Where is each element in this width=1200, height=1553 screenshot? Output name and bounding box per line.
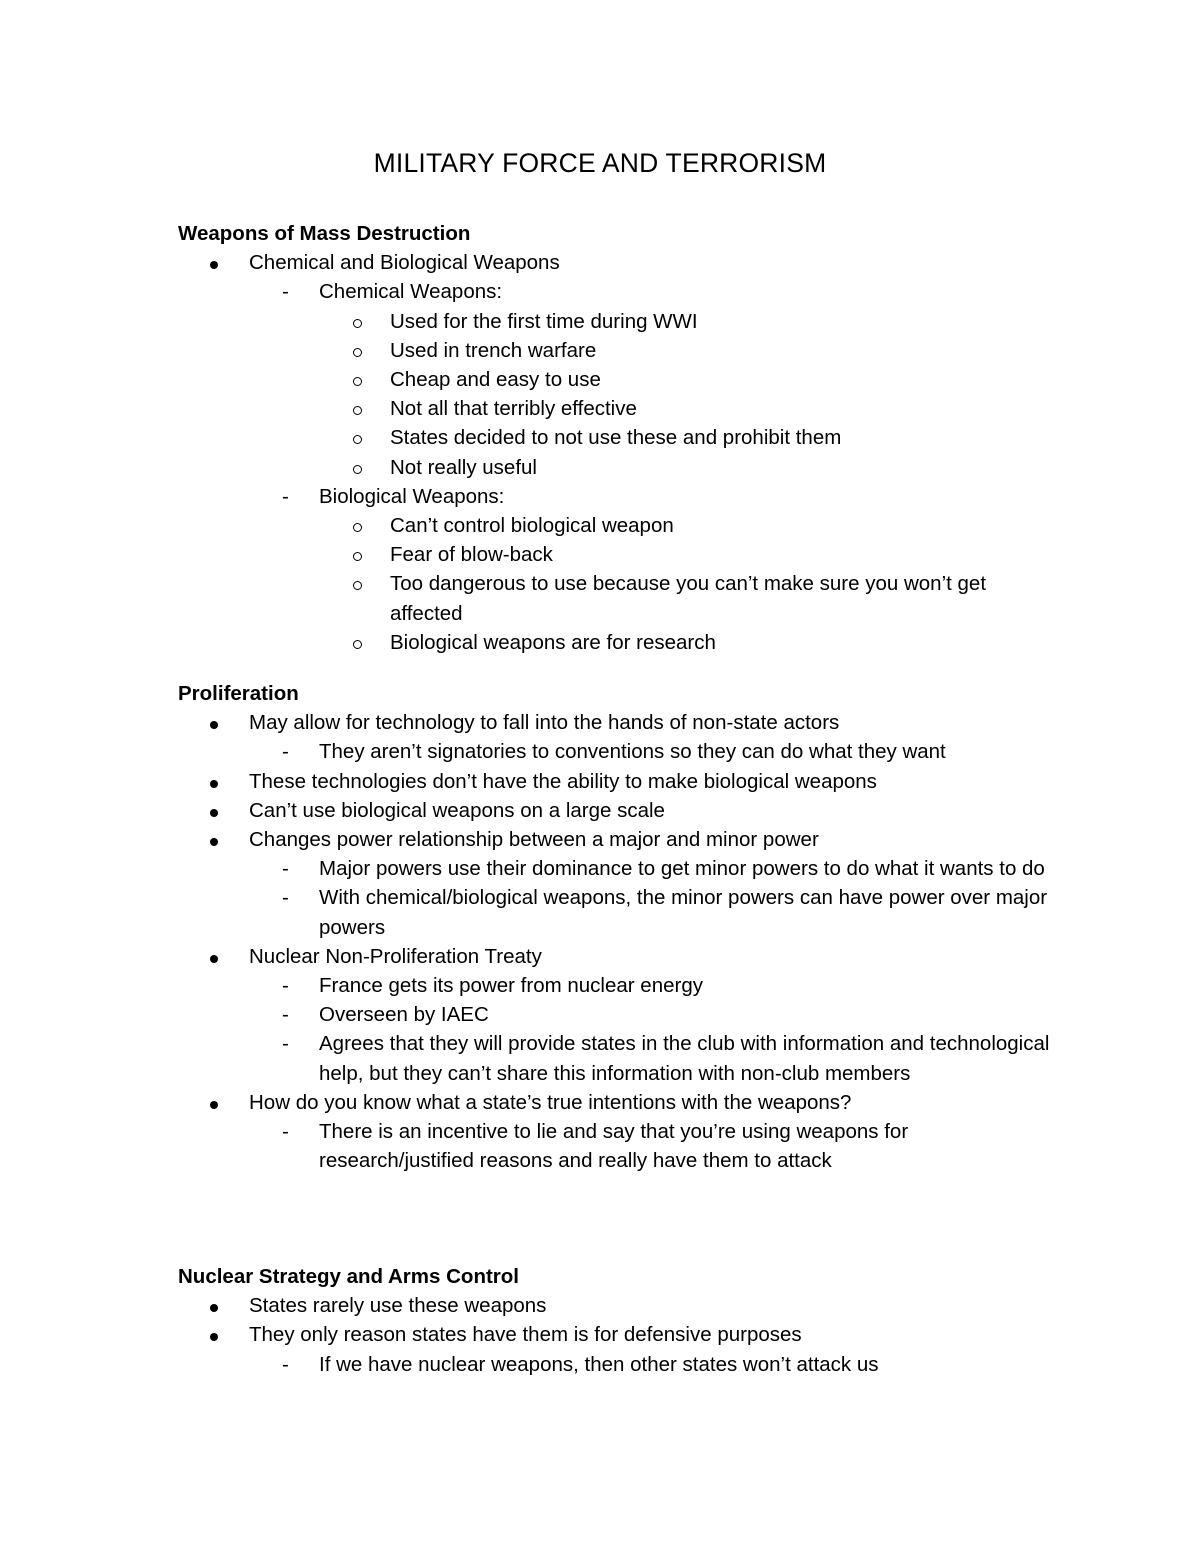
- list-item: [178, 1291, 1058, 1320]
- list-item: [178, 767, 1058, 796]
- list-item: [178, 708, 1058, 737]
- section-proliferation: [178, 679, 1058, 1175]
- list-item-text: Biological weapons are for research: [390, 630, 716, 654]
- dash-icon: -: [282, 740, 289, 764]
- list-item-text: If we have nuclear weapons, then other states won’t attack us: [319, 1352, 879, 1376]
- list-item-text: Nuclear Non-Proliferation Treaty: [249, 944, 542, 968]
- bullet-icon: [210, 248, 218, 277]
- bullet-icon: [210, 942, 218, 971]
- list-item-text: Fear of blow-back: [390, 543, 553, 567]
- dash-icon: -: [282, 886, 289, 910]
- circle-bullet-icon: [353, 365, 362, 394]
- list-item-text: Cheap and easy to use: [390, 368, 601, 391]
- list-item-text: Used in trench warfare: [390, 338, 597, 362]
- bullet-icon: [210, 1320, 218, 1349]
- circle-bullet-icon: [353, 569, 362, 598]
- list-item-text: States rarely use these weapons: [249, 1294, 547, 1318]
- list-item: [178, 1000, 1058, 1029]
- list-item: [178, 453, 1058, 482]
- section-weapons-of-mass-destruction: [178, 219, 1058, 657]
- list-item: [178, 628, 1058, 657]
- list-item-text: Agrees that they will provide states in the club with information and technological help, but they can’t share this information with non-club members: [319, 1032, 1050, 1085]
- list-item: [178, 394, 1058, 423]
- section-heading: Weapons of Mass Destruction: [178, 222, 471, 245]
- list-item: [178, 1029, 1058, 1087]
- section-heading: Proliferation: [178, 682, 299, 705]
- circle-bullet-icon: [353, 540, 362, 569]
- list-item: [178, 365, 1058, 394]
- list-item: [178, 277, 1058, 306]
- list-item-text: Major powers use their dominance to get minor powers to do what it wants to do: [319, 857, 1045, 881]
- dash-icon: -: [282, 1032, 289, 1056]
- list-item-text: With chemical/biological weapons, the minor powers can have power over major powers: [319, 886, 1048, 939]
- list-item-text: There is an incentive to lie and say that you’re using weapons for research/justified reasons and really have them to attack: [319, 1120, 909, 1173]
- circle-bullet-icon: [353, 307, 362, 336]
- list-item: [178, 540, 1058, 569]
- list-item-text: May allow for technology to fall into the hands of non-state actors: [249, 711, 840, 735]
- dash-icon: -: [282, 857, 289, 881]
- bullet-icon: [210, 1088, 218, 1117]
- section-nuclear-strategy-and-arms-control: [178, 1262, 1058, 1379]
- list-item-text: How do you know what a state’s true intentions with the weapons?: [249, 1090, 852, 1114]
- bullet-icon: [210, 1291, 218, 1320]
- list-item-text: They only reason states have them is for defensive purposes: [249, 1323, 802, 1347]
- list-item-text: Not all that terribly effective: [390, 397, 637, 421]
- circle-bullet-icon: [353, 628, 362, 657]
- list-item: [178, 942, 1058, 971]
- list-item: [178, 1320, 1058, 1349]
- list-item-text: Changes power relationship between a major and minor power: [249, 828, 819, 851]
- list-item-text: Can’t control biological weapon: [390, 514, 674, 538]
- list-item: [178, 737, 1058, 766]
- list-item: [178, 854, 1058, 883]
- dash-icon: -: [282, 280, 289, 304]
- list-item-text: Overseen by IAEC: [319, 1003, 489, 1027]
- list-item-text: Can’t use biological weapons on a large scale: [249, 798, 665, 822]
- bullet-icon: [210, 767, 218, 796]
- bullet-icon: [210, 825, 218, 854]
- circle-bullet-icon: [353, 423, 362, 452]
- dash-icon: -: [282, 974, 289, 998]
- document-title: MILITARY FORCE AND TERRORISM: [373, 148, 827, 178]
- list-item: [178, 248, 1058, 277]
- list-item: [178, 796, 1058, 825]
- list-item: [178, 1117, 1058, 1175]
- circle-bullet-icon: [353, 394, 362, 423]
- list-item-text: Too dangerous to use because you can’t make sure you won’t get affected: [390, 572, 987, 625]
- list-item-text: Not really useful: [390, 455, 537, 479]
- section-heading: Nuclear Strategy and Arms Control: [178, 1265, 519, 1288]
- list-item: [178, 1088, 1058, 1117]
- list-item-text: These technologies don’t have the ability to make biological weapons: [249, 769, 877, 793]
- list-item-text: They aren’t signatories to conventions so they can do what they want: [319, 740, 946, 764]
- list-item: [178, 825, 1058, 854]
- list-item: [178, 971, 1058, 1000]
- list-item: [178, 883, 1058, 941]
- list-item: [178, 423, 1058, 452]
- circle-bullet-icon: [353, 511, 362, 540]
- dash-icon: -: [282, 484, 289, 508]
- dash-icon: -: [282, 1352, 289, 1376]
- list-item-text: States decided to not use these and prohibit them: [390, 426, 842, 450]
- list-item-text: France gets its power from nuclear energy: [319, 974, 703, 998]
- list-item-text: Chemical and Biological Weapons: [249, 251, 560, 275]
- list-item: [178, 307, 1058, 336]
- list-item-text: Biological Weapons:: [319, 484, 505, 508]
- list-item: [178, 482, 1058, 511]
- bullet-icon: [210, 708, 218, 737]
- circle-bullet-icon: [353, 453, 362, 482]
- list-item: [178, 511, 1058, 540]
- list-item-text: Used for the first time during WWI: [390, 309, 698, 333]
- list-item-text: Chemical Weapons:: [319, 280, 503, 304]
- circle-bullet-icon: [353, 336, 362, 365]
- list-item: [178, 569, 1058, 627]
- bullet-icon: [210, 796, 218, 825]
- list-item: [178, 1350, 1058, 1379]
- dash-icon: -: [282, 1120, 289, 1144]
- list-item: [178, 336, 1058, 365]
- dash-icon: -: [282, 1003, 289, 1027]
